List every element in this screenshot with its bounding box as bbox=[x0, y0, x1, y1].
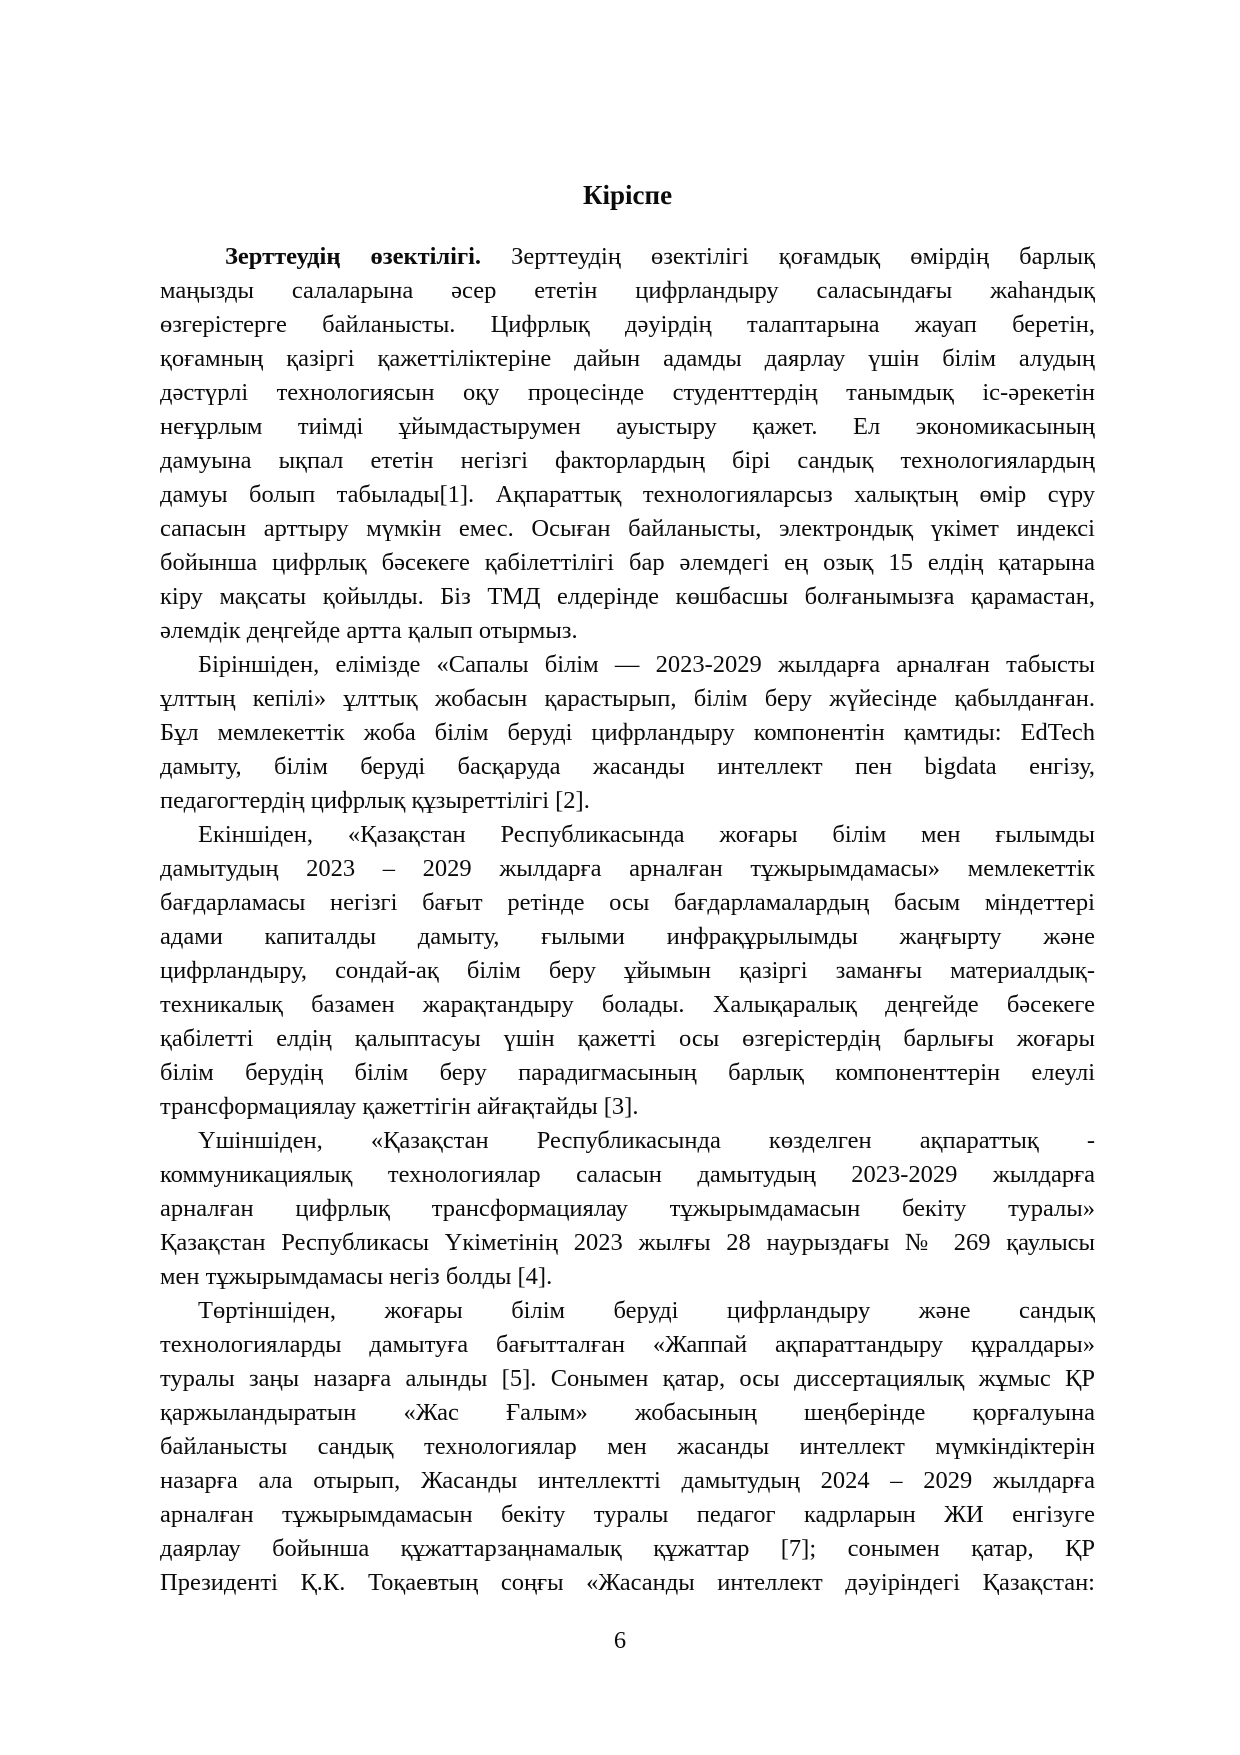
text-line: сапасын арттыру мүмкін емес. Осыған байланысты, электрондық үкімет индексі bbox=[160, 515, 1095, 542]
text-line: білім берудің білім беру парадигмасының барлық компоненттерін елеулі bbox=[160, 1059, 1095, 1086]
paragraph bbox=[160, 1124, 1095, 1294]
text-line: цифрландыру, сондай-ақ білім беру ұйымын қазіргі заманғы материалдық- bbox=[160, 957, 1095, 984]
text-line: бағдарламасы негізгі бағыт ретінде осы бағдарламалардың басым міндеттері bbox=[160, 889, 1095, 916]
text-line: Зерттеудің өзектілігі. Зерттеудің өзектілігі қоғамдық өмірдің барлық bbox=[225, 243, 1095, 270]
body-text bbox=[160, 240, 1095, 1600]
text-line: бойынша цифрлық бәсекеге қабілеттілігі бар әлемдегі ең озық 15 елдің қатарына bbox=[160, 549, 1095, 576]
text-line: дамытудың 2023 – 2029 жылдарға арналған тұжырымдамасы» мемлекеттік bbox=[160, 855, 1095, 882]
page-title: Кіріспе bbox=[582, 180, 673, 210]
text-line: өзгерістерге байланысты. Цифрлық дәуірдің талаптарына жауап беретін, bbox=[160, 311, 1095, 338]
text-line: дамуына ықпал ететін негізгі факторлардың бірі сандық технологиялардың bbox=[160, 447, 1095, 474]
paragraph bbox=[160, 648, 1095, 818]
text-line: адами капиталды дамыту, ғылыми инфрақұрылымды жаңғырту және bbox=[160, 923, 1095, 950]
paragraph bbox=[160, 1294, 1095, 1600]
text-line: техникалық базамен жарақтандыру болады. Халықаралық деңгейде бәсекеге bbox=[160, 991, 1095, 1018]
text-line: мен тұжырымдамасы негіз болды [4]. bbox=[160, 1263, 553, 1290]
text-line: даярлау бойынша құжаттарзаңнамалық құжаттар [7]; сонымен қатар, ҚР bbox=[160, 1535, 1095, 1562]
text-line: қоғамның қазіргі қажеттіліктеріне дайын адамды даярлау үшін білім алудың bbox=[160, 345, 1095, 372]
text-line: технологияларды дамытуға бағытталған «Жаппай ақпараттандыру құралдары» bbox=[160, 1331, 1095, 1358]
text-line: дамыту, білім беруді басқаруда жасанды интеллект пен bigdata енгізу, bbox=[160, 753, 1095, 780]
text-line: туралы заңы назарға алынды [5]. Сонымен қатар, осы диссертациялық жұмыс ҚР bbox=[160, 1365, 1095, 1392]
text-line: Президенті Қ.К. Тоқаевтың соңғы «Жасанды интеллект дәуіріндегі Қазақстан: bbox=[160, 1569, 1095, 1596]
text-line: Бұл мемлекеттік жоба білім беруді цифрландыру компонентін қамтиды: EdTech bbox=[160, 719, 1095, 746]
bold-lead-text: Зерттеудің өзектілігі. bbox=[225, 243, 482, 270]
text-line: байланысты сандық технологиялар мен жасанды интеллект мүмкіндіктерін bbox=[160, 1433, 1095, 1460]
text-line: Біріншіден, елімізде «Сапалы білім — 2023-2029 жылдарға арналған табысты bbox=[198, 651, 1095, 678]
text-line: трансформациялау қажеттігін айғақтайды [3]. bbox=[160, 1093, 639, 1120]
page-content bbox=[160, 178, 1095, 1600]
text-line: коммуникациялық технологиялар саласын дамытудың 2023-2029 жылдарға bbox=[160, 1161, 1095, 1188]
text-line: ұлттың кепілі» ұлттық жобасын қарастырып, білім беру жүйесінде қабылданған. bbox=[160, 685, 1095, 712]
text-line: педагогтердің цифрлық құзыреттілігі [2]. bbox=[160, 787, 590, 814]
paragraph bbox=[160, 240, 1095, 648]
text-line: маңызды салаларына әсер ететін цифрландыру саласындағы жаһандық bbox=[160, 277, 1095, 304]
text-line: арналған тұжырымдамасын бекіту туралы педагог кадрларын ЖИ енгізуге bbox=[160, 1501, 1095, 1528]
text-line: неғұрлым тиімді ұйымдастырумен ауыстыру қажет. Ел экономикасының bbox=[160, 413, 1095, 440]
text-line: арналған цифрлық трансформациялау тұжырымдамасын бекіту туралы» bbox=[160, 1195, 1095, 1222]
text-line: дамуы болып табылады[1]. Ақпараттық технологияларсыз халықтың өмір сүру bbox=[160, 481, 1095, 508]
text-line: Қазақстан Республикасы Үкіметінің 2023 жылғы 28 наурыздағы № 269 қаулысы bbox=[160, 1229, 1095, 1256]
text-line: әлемдік деңгейде артта қалып отырмыз. bbox=[160, 617, 578, 644]
text-line: қабілетті елдің қалыптасуы үшін қажетті осы өзгерістердің барлығы жоғары bbox=[160, 1025, 1095, 1052]
text-line: қаржыландыратын «Жас Ғалым» жобасының шеңберінде қорғалуына bbox=[160, 1399, 1095, 1426]
text-line: Төртіншіден, жоғары білім беруді цифрландыру және сандық bbox=[198, 1297, 1095, 1324]
text-line: назарға ала отырып, Жасанды интеллектті дамытудың 2024 – 2029 жылдарға bbox=[160, 1467, 1095, 1494]
page-number: 6 bbox=[613, 1627, 627, 1654]
text-line: Үшіншіден, «Қазақстан Республикасында көзделген ақпараттық - bbox=[198, 1127, 1095, 1154]
text-line: дәстүрлі технологиясын оқу процесінде студенттердің танымдық іс-әрекетін bbox=[160, 379, 1095, 406]
paragraph bbox=[160, 818, 1095, 1124]
text-line: Екіншіден, «Қазақстан Республикасында жоғары білім мен ғылымды bbox=[198, 821, 1095, 848]
text-line: кіру мақсаты қойылды. Біз ТМД елдерінде көшбасшы болғанымызға қарамастан, bbox=[160, 583, 1095, 610]
